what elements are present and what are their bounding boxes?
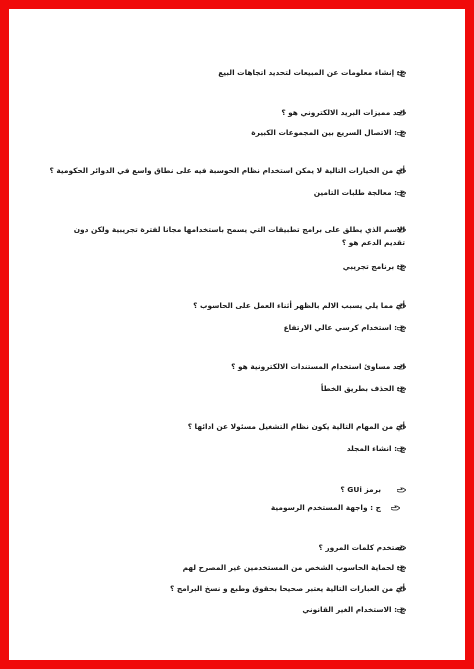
question-line: احد مميزات البريد الالكتروني هو ؟	[281, 108, 405, 117]
answer-line: ج : واجهة المستخدم الرسومية	[270, 503, 381, 512]
answer-line: ج: لحماية الحاسوب الشخص من المستخدمين غير المصرح لهم	[182, 563, 405, 572]
answer-line: ج: برنامج تجريبي	[342, 262, 405, 271]
question-line: برمز GUi ؟	[340, 485, 381, 494]
question-line: أي مما يلي يسبب الالم بالظهر أثناء العمل على الحاسوب ؟	[193, 301, 405, 310]
answer-line: ج : معالجة طلبات التامين	[313, 188, 405, 197]
answer-line: ج : انشاء المجلد	[346, 444, 405, 453]
question-line: أي من المهام التالية يكون نظام التشغيل مسئولا عن ادائها ؟	[187, 422, 405, 431]
answer-line: ج : استخدام كرسي عالي الارتفاع	[283, 323, 405, 332]
question-line: احد مساوئ استخدام المستندات الالكترونية هو ؟	[231, 362, 405, 371]
question-line: تستخدم كلمات المرور ؟	[318, 543, 405, 552]
pointing-hand-icon	[397, 487, 406, 493]
answer-line: ج: الحذف بطريق الخطأ	[320, 384, 405, 393]
answer-line: ج : الاتصال السريع بين المجموعات الكبيرة	[251, 128, 405, 137]
answer-line: ج: إنشاء معلومات عن المبيعات لتحديد اتجاهات البيع	[218, 68, 405, 77]
answer-line: ج : الاستخدام الغير القانوني	[302, 605, 405, 614]
pointing-hand-icon	[391, 505, 400, 511]
question-line: الاسم الذي يطلق على برامج تطبيقات التي يسمح باستخدامها مجانا لفترة تجريبية ولكن دون تقديم الدعم هو ؟	[73, 225, 405, 247]
question-line: أي من الخيارات التالية لا يمكن استخدام نظام الحوسبة فيه على نطاق واسع في الدوائر الحكومية ؟	[49, 166, 405, 175]
question-line: أي من العبارات التالية يعتبر صحيحا بحقوق وطبع و نسخ البرامج ؟	[169, 584, 405, 593]
